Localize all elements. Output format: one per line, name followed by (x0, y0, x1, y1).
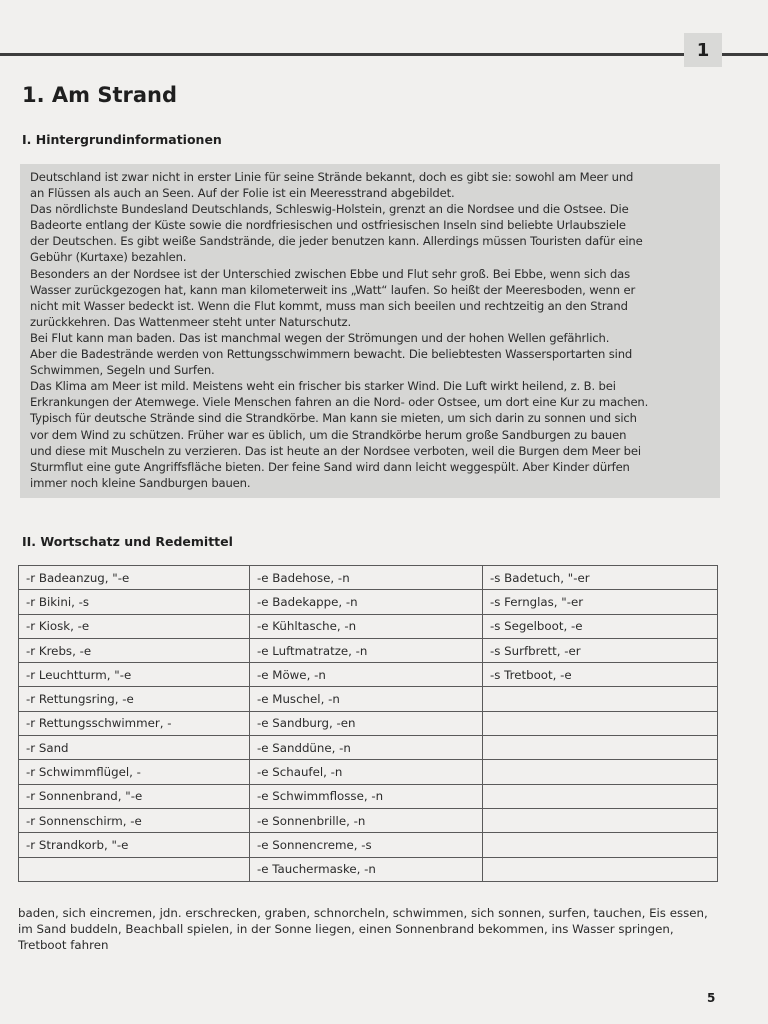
vocab-cell: -e Luftmatratze, -n (250, 638, 483, 662)
vocab-cell: -s Badetuch, "-er (483, 566, 718, 590)
info-text-line: nicht mit Wasser bedeckt ist. Wenn die Flut kommt, muss man sich beeilen und rechtzeitig an den Strand (30, 298, 628, 313)
table-row (19, 808, 718, 832)
info-text-line: Typisch für deutsche Strände sind die Strandkörbe. Man kann sie mieten, um sich darin zu sonnen und sich (30, 411, 637, 426)
vocab-cell: -e Schaufel, -n (250, 760, 483, 784)
table-row (19, 711, 718, 735)
vocab-cell (483, 760, 718, 784)
table-row (19, 638, 718, 662)
vocab-cell: -e Tauchermaske, -n (250, 857, 483, 881)
phrases-list: baden, sich eincremen, jdn. erschrecken, graben, schnorcheln, schwimmen, sich sonnen, surfen, tauchen, Eis essen, im Sand buddeln, Beachball spielen, in der Sonne liegen, einen Sonnenbrand bekommen, ins Wasser springen, Tretboot fahren (18, 906, 708, 952)
info-text-line: Besonders an der Nordsee ist der Unterschied zwischen Ebbe und Flut sehr groß. Bei Ebbe, wenn sich das (30, 266, 631, 281)
table-row (19, 566, 718, 590)
vocab-cell: -e Badehose, -n (250, 566, 483, 590)
vocab-cell (483, 833, 718, 857)
vocab-cell: -r Sand (19, 736, 250, 760)
table-row (19, 784, 718, 808)
vocab-cell: -s Fernglas, "-er (483, 590, 718, 614)
vocab-cell (483, 857, 718, 881)
vocab-cell: -r Sonnenschirm, -e (19, 808, 250, 832)
vocab-cell (483, 784, 718, 808)
table-row (19, 590, 718, 614)
info-text-line: Sturmflut eine gute Angriffsfläche bieten. Der feine Sand wird dann leicht weggespült. Aber Kinder dürfen (30, 459, 630, 474)
table-row (19, 687, 718, 711)
page-title: 1. Am Strand (22, 83, 178, 107)
info-text-line: Das Klima am Meer ist mild. Meistens weht ein frischer bis starker Wind. Die Luft wirkt heilend, z. B. bei (30, 379, 616, 394)
info-text-line: Wasser zurückgezogen hat, kann man kilometerweit ins „Watt“ laufen. So heißt der Meeresboden, wenn er (30, 282, 636, 297)
table-row (19, 833, 718, 857)
info-text-line: Schwimmen, Segeln und Surfen. (30, 363, 215, 378)
table-row (19, 857, 718, 881)
info-text-line: Aber die Badestrände werden von Rettungsschwimmern bewacht. Die beliebtesten Wassersportarten sind (30, 347, 633, 362)
background-info-box (20, 164, 720, 498)
vocab-cell: -r Leuchtturm, "-e (19, 663, 250, 687)
info-text-line: zurückkehren. Das Wattenmeer steht unter Naturschutz. (30, 314, 351, 329)
info-text-line: und diese mit Muscheln zu verzieren. Das ist heute an der Nordsee verboten, weil die Burgen dem Meer bei (30, 443, 641, 458)
vocab-cell: -e Kühltasche, -n (250, 614, 483, 638)
page-number: 5 (707, 991, 716, 1005)
vocab-cell: -e Badekappe, -n (250, 590, 483, 614)
info-text-line: Deutschland ist zwar nicht in erster Linie für seine Strände bekannt, doch es gibt sie: sowohl am Meer und (30, 170, 634, 184)
info-text-line: der Deutschen. Es gibt weiße Sandstrände, die jeder benutzen kann. Allerdings müssen Touristen dafür eine (30, 234, 643, 249)
section-heading-background: I. Hintergrundinformationen (22, 132, 222, 147)
vocab-cell: -r Bikini, -s (19, 590, 250, 614)
vocab-cell: -e Muschel, -n (250, 687, 483, 711)
info-text-line: an Flüssen als auch an Seen. Auf der Folie ist ein Meeresstrand abgebildet. (30, 186, 455, 201)
info-text-line: Gebühr (Kurtaxe) bezahlen. (30, 250, 187, 265)
info-text-line: Badeorte entlang der Küste sowie die nordfriesischen und ostfriesischen Inseln sind beliebte Urlaubsziele (30, 218, 626, 233)
info-text-line: immer noch kleine Sandburgen bauen. (30, 475, 251, 490)
vocab-cell: -s Surfbrett, -er (483, 638, 718, 662)
table-row (19, 614, 718, 638)
vocab-cell: -e Sonnencreme, -s (250, 833, 483, 857)
vocab-cell: -e Möwe, -n (250, 663, 483, 687)
vocab-cell: -s Segelboot, -e (483, 614, 718, 638)
table-row (19, 760, 718, 784)
table-row (19, 736, 718, 760)
info-text-line: Das nördlichste Bundesland Deutschlands, Schleswig-Holstein, grenzt an die Nordsee und die Ostsee. Die (30, 202, 629, 217)
info-text-line: Bei Flut kann man baden. Das ist manchmal wegen der Strömungen und der hohen Wellen gefährlich. (30, 330, 610, 345)
chapter-number-tab: 1 (684, 33, 722, 67)
section-heading-vocabulary: II. Wortschatz und Redemittel (22, 534, 233, 549)
vocab-cell (483, 711, 718, 735)
vocab-cell (483, 736, 718, 760)
vocab-cell: -r Badeanzug, "-e (19, 566, 250, 590)
info-text-line: Erkrankungen der Atemwege. Viele Menschen fahren an die Nord- oder Ostsee, um dort eine Kur zu machen. (30, 395, 649, 410)
vocab-cell: -r Rettungsring, -e (19, 687, 250, 711)
vocab-cell: -r Kiosk, -e (19, 614, 250, 638)
vocab-cell (483, 687, 718, 711)
vocab-cell (19, 857, 250, 881)
header-rule (0, 53, 768, 56)
vocab-cell: -r Rettungsschwimmer, - (19, 711, 250, 735)
vocab-cell: -r Strandkorb, "-e (19, 833, 250, 857)
vocab-cell: -r Sonnenbrand, "-e (19, 784, 250, 808)
table-row (19, 663, 718, 687)
vocab-cell: -e Sandburg, -en (250, 711, 483, 735)
vocab-cell: -r Krebs, -e (19, 638, 250, 662)
info-text-line: vor dem Wind zu schützen. Früher war es üblich, um die Strandkörbe herum große Sandburgen zu bauen (30, 427, 627, 442)
vocab-cell (483, 808, 718, 832)
vocab-cell: -e Sonnenbrille, -n (250, 808, 483, 832)
vocab-cell: -r Schwimmflügel, - (19, 760, 250, 784)
vocab-cell: -e Schwimmflosse, -n (250, 784, 483, 808)
vocab-cell: -s Tretboot, -e (483, 663, 718, 687)
vocab-cell: -e Sanddüne, -n (250, 736, 483, 760)
vocabulary-table (18, 565, 718, 882)
